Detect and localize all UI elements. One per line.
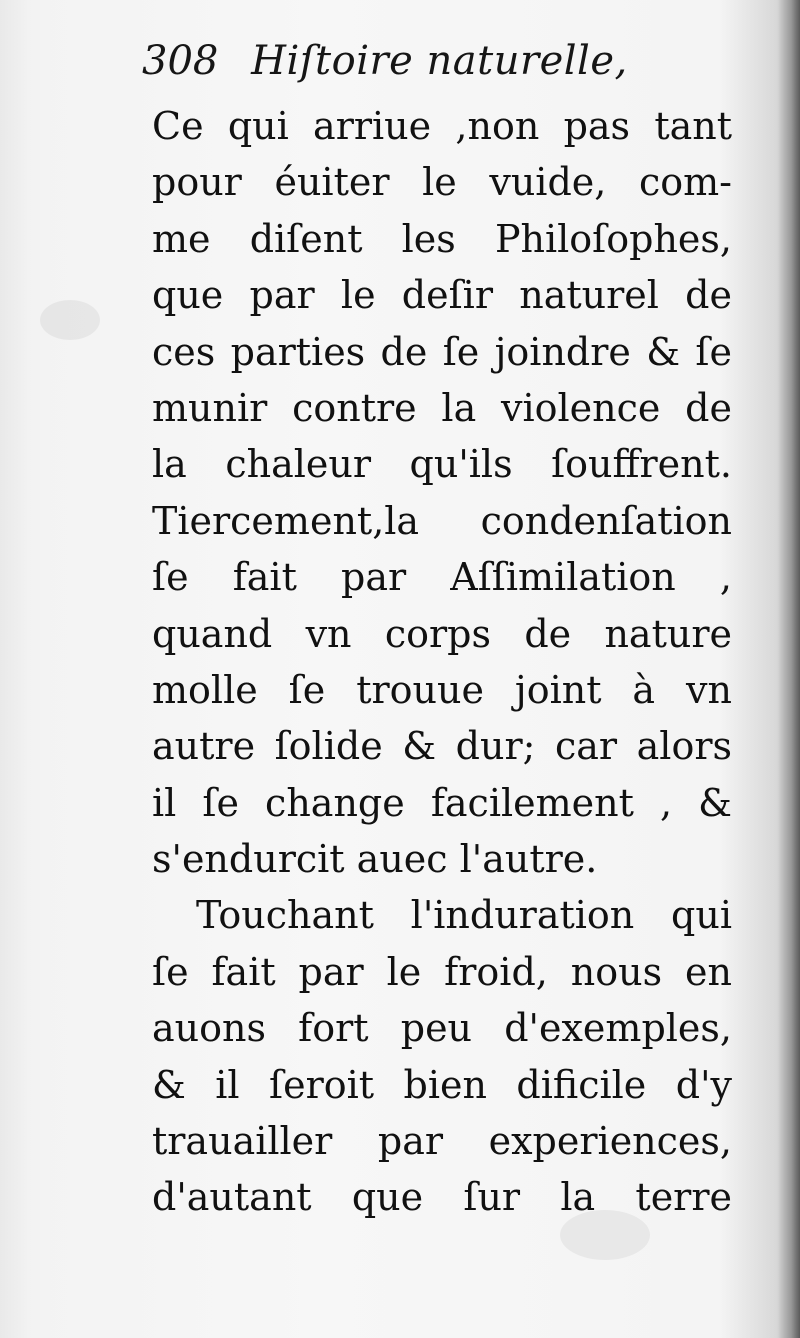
paper-stain — [40, 300, 100, 340]
body-text — [152, 98, 732, 1226]
running-header — [142, 38, 742, 90]
running-title: Hiſtoire naturelle, — [251, 38, 628, 84]
text-line: pour éuiter le vuide, com- — [152, 160, 732, 205]
text-line: trauailler par experiences, — [152, 1119, 732, 1164]
text-line: quand vn corps de nature — [152, 611, 732, 656]
text-line: Touchant l'induration qui — [196, 893, 732, 938]
text-line: Ce qui arriue ,non pas tant — [152, 104, 732, 148]
page-number: 308 — [142, 38, 219, 84]
text-line: molle ſe trouue joint à vn — [152, 667, 732, 712]
text-line: & il ſeroit bien dificile d'y — [152, 1062, 732, 1107]
page-edge-shadow — [778, 0, 800, 1338]
text-line: ces parties de ſe joindre & ſe — [152, 329, 732, 374]
text-line: me diſent les Philoſophes, — [152, 216, 732, 261]
text-line: ſe fait par Aſſimilation , — [152, 555, 732, 600]
text-line: que par le deſir naturel de — [152, 273, 732, 318]
text-line: Tiercement,la condenſation — [152, 498, 732, 543]
text-line: ſe fait par le froid, nous en — [152, 949, 732, 994]
text-line: auons fort peu d'exemples, — [152, 1006, 732, 1051]
text-line: il ſe change facilement , & — [152, 780, 732, 825]
text-line: d'autant que ſur la terre — [152, 1175, 732, 1220]
text-line: s'endurcit auec l'autre. — [152, 837, 598, 882]
text-line: autre ſolide & dur; car alors — [152, 724, 732, 769]
text-line: munir contre la violence de — [152, 385, 732, 430]
text-line: la chaleur qu'ils ſouffrent. — [152, 442, 732, 487]
